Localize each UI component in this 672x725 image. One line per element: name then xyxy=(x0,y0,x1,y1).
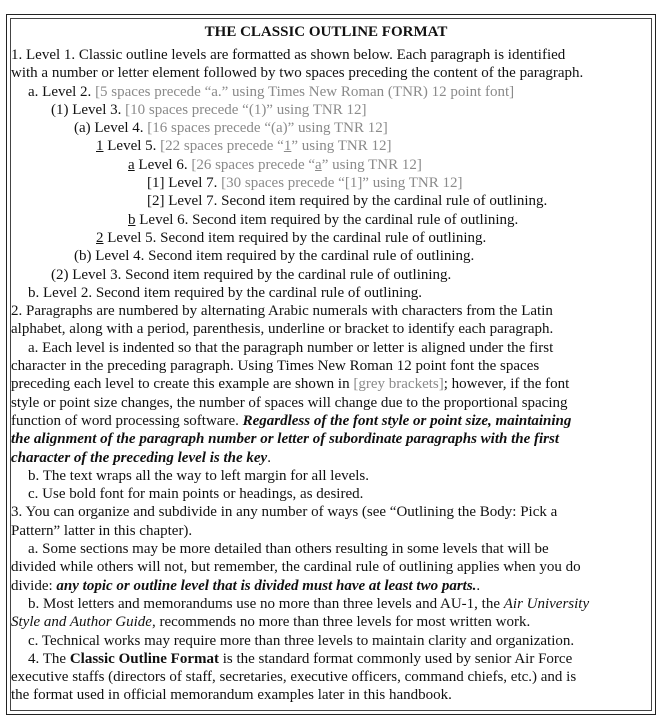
page-title: THE CLASSIC OUTLINE FORMAT xyxy=(204,24,448,40)
p2a-line-2: character in the preceding paragraph. Using Times New Roman 12 point font the spaces xyxy=(11,358,540,375)
level-6-note-underlined: a xyxy=(315,156,322,173)
p4-line-2: executive staffs (directors of staff, secretaries, executive officers, command chiefs, etc.) and is xyxy=(11,669,577,686)
level-5-number: 1 xyxy=(96,138,104,155)
level-7-label: [1] Level 7. xyxy=(147,175,218,192)
p3b-line-2 xyxy=(11,613,641,631)
p3b-line-2-post: , recommends no more than three levels for most written work. xyxy=(151,614,531,631)
p4-bold-term: Classic Outline Format xyxy=(69,650,219,667)
document-body xyxy=(11,17,641,705)
p2a-line-7-post: . xyxy=(267,449,271,466)
level-6-note-b: ” using TNR 12] xyxy=(321,156,422,173)
level-3-line xyxy=(11,101,641,119)
level-4-note: [16 spaces precede “(a)” using TNR 12] xyxy=(147,120,388,137)
p3b-line-1 xyxy=(11,595,641,613)
p3b-line-1-pre: b. Most letters and memorandums use no more than three levels and AU-1, the xyxy=(28,595,504,612)
level-3-second-item: (2) Level 3. Second item required by the cardinal rule of outlining. xyxy=(51,266,452,283)
level-4-label: (a) Level 4. xyxy=(74,120,144,137)
level-5-note-a: [22 spaces precede “ xyxy=(160,138,284,155)
p1-line-1: 1. Level 1. Classic outline levels are formatted as shown below. Each paragraph is identified xyxy=(11,47,566,63)
p2a-line-3 xyxy=(11,375,641,393)
p3-line-2: Pattern” latter in this chapter). xyxy=(11,522,193,539)
p3a-line-3 xyxy=(11,577,641,595)
level-7-second-item: [2] Level 7. Second item required by the cardinal rule of outlining. xyxy=(147,193,548,210)
level-5-line xyxy=(11,137,641,155)
p4-line-1 xyxy=(11,650,641,668)
p4-line-3: the format used in official memorandum examples later in this handbook. xyxy=(11,687,452,704)
level-7-line xyxy=(11,174,641,192)
p2a-line-3-pre: preceding each level to create this example are shown in xyxy=(11,376,354,393)
p3a-line-3-post: . xyxy=(476,577,481,594)
level-3-note: [10 spaces precede “(1)” using TNR 12] xyxy=(125,101,367,118)
level-6-label: Level 6. xyxy=(134,156,188,173)
p3a-line-1: a. Some sections may be more detailed than others resulting in some levels that will be xyxy=(28,541,549,558)
p2a-line-5 xyxy=(11,412,641,430)
level-6-second-item xyxy=(11,211,641,229)
level-6b-text: Level 6. Second item required by the cardinal rule of outlining. xyxy=(135,211,519,228)
p3-line-1: 3. You can organize and subdivide in any number of ways (see “Outlining the Body: Pick a xyxy=(11,504,558,521)
p2a-line-3-post: ; however, if the font xyxy=(443,376,570,393)
p2a-line-5-pre: function of word processing software. xyxy=(11,412,243,429)
p3b-book-title-1: Air University xyxy=(503,595,590,612)
grey-brackets-sample: [grey brackets] xyxy=(353,376,444,393)
level-4-line xyxy=(11,119,641,137)
p2b-line: b. The text wraps all the way to left margin for all levels. xyxy=(28,467,370,484)
level-2-line xyxy=(11,83,641,101)
level-5b-number: 2 xyxy=(96,229,104,246)
p2a-line-1: a. Each level is indented so that the paragraph number or letter is aligned under the first xyxy=(28,339,554,356)
level-5-note-underlined: 1 xyxy=(283,138,292,155)
p4-line-1-pre: 4. The xyxy=(28,650,70,667)
level-2-label: a. Level 2. xyxy=(28,83,92,100)
p2a-line-6: the alignment of the paragraph number or letter of subordinate paragraphs with the first xyxy=(11,431,560,448)
level-5-note xyxy=(160,138,391,154)
level-3-label: (1) Level 3. xyxy=(51,101,122,118)
p1-line-2: with a number or letter element followed by two spaces preceding the content of the paragraph. xyxy=(11,65,584,82)
p3a-line-2: divided while others will not, but remember, the cardinal rule of outlining applies when you do xyxy=(11,559,581,576)
p4-line-1-post: is the standard format commonly used by senior Air Force xyxy=(218,650,573,667)
p3b-book-title-2: Style and Author Guide xyxy=(11,614,152,631)
level-2-second-item: b. Level 2. Second item required by the cardinal rule of outlining. xyxy=(28,284,423,301)
p2a-line-4: style or point size changes, the number of spaces will change due to the proportional spacing xyxy=(11,394,568,411)
p2a-emphasis-1: Regardless of the font style or point size, maintaining xyxy=(242,412,572,429)
level-7-note: [30 spaces precede “[1]” using TNR 12] xyxy=(221,175,463,192)
level-6-number: a xyxy=(128,156,135,173)
level-5-label: Level 5. xyxy=(103,138,157,155)
level-4-second-item: (b) Level 4. Second item required by the cardinal rule of outlining. xyxy=(74,248,475,265)
level-6b-number: b xyxy=(128,211,136,228)
level-6-note xyxy=(191,157,422,173)
level-6-note-a: [26 spaces precede “ xyxy=(191,156,316,173)
level-2-note: [5 spaces precede “a.” using Times New Roman (TNR) 12 point font] xyxy=(95,83,515,100)
p3a-line-3-pre: divide: xyxy=(11,577,57,594)
level-5-note-b: ” using TNR 12] xyxy=(291,138,392,155)
p2c-line: c. Use bold font for main points or headings, as desired. xyxy=(28,486,364,503)
p2a-emphasis-3: character of the preceding level is the key xyxy=(11,449,268,466)
p3c-line: c. Technical works may require more than three levels to maintain clarity and organization. xyxy=(28,632,575,649)
level-5b-text: Level 5. Second item required by the cardinal rule of outlining. xyxy=(103,229,487,246)
level-5-second-item xyxy=(11,229,641,247)
p2a-line-7 xyxy=(11,449,641,467)
p2-line-2: alphabet, along with a period, parenthesis, underline or bracket to identify each paragraph. xyxy=(11,321,554,338)
p2-line-1: 2. Paragraphs are numbered by alternating Arabic numerals with characters from the Latin xyxy=(11,303,553,320)
p3a-emphasis: any topic or outline level that is divided must have at least two parts. xyxy=(56,577,477,594)
level-6-line xyxy=(11,156,641,174)
